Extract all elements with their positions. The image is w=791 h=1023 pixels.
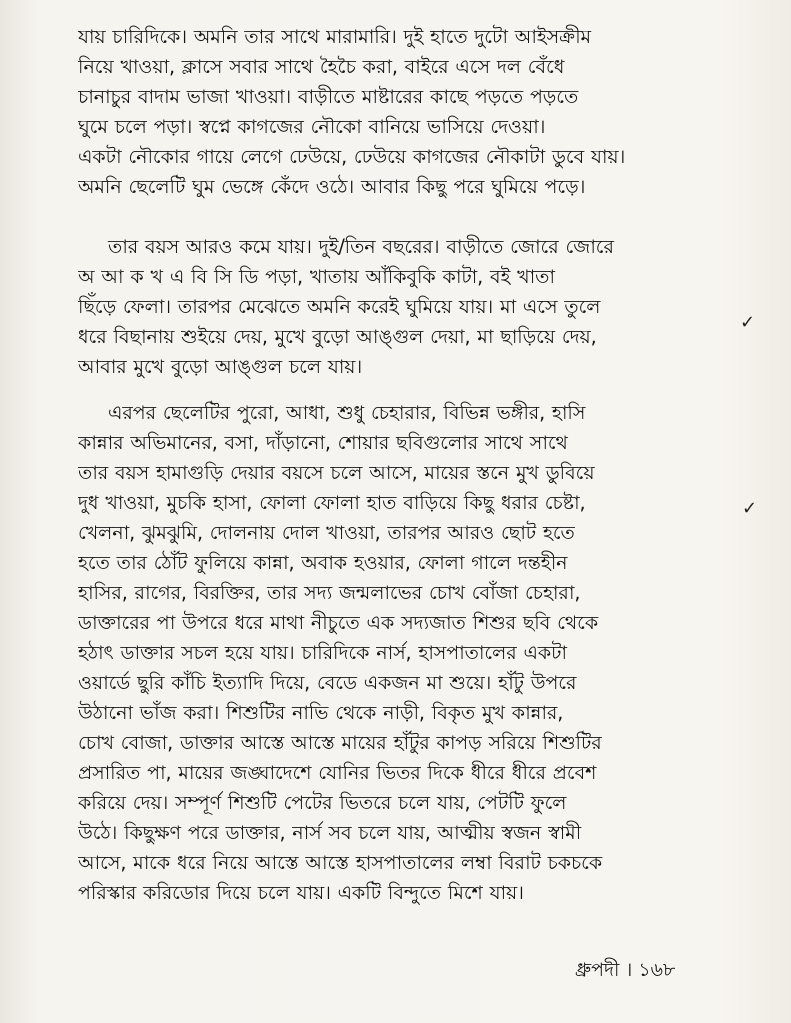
text-line: অমনি ছেলেটি ঘুম ভেঙ্গে কেঁদে ওঠে। আবার কিছু পরে ঘুমিয়ে পড়ে। [78, 175, 586, 198]
text-line: ডাক্তারের পা উপরে ধরে মাথা নীচুতে এক সদ্যজাত শিশুর ছবি থেকে [78, 611, 599, 634]
text-line: এরপর ছেলেটির পুরো, আধা, শুধু চেহারার, বিভিন্ন ভঙ্গীর, হাসি [108, 401, 586, 424]
margin-tick-mark: ✓ [740, 312, 756, 333]
text-line: হাসির, রাগের, বিরক্তির, তার সদ্য জন্মলাভের চোখ বোঁজা চেহারা, [78, 581, 581, 604]
text-line: হঠাৎ ডাক্তার সচল হয়ে যায়। চারিদিকে নার্স, হাসপাতালের একটা [78, 641, 567, 664]
text-line: উঠে। কিছুক্ষণ পরে ডাক্তার, নার্স সব চলে যায়, আত্মীয় স্বজন স্বামী [78, 821, 582, 844]
text-line: চোখ বোজা, ডাক্তার আস্তে আস্তে মায়ের হাঁটুর কাপড় সরিয়ে শিশুটির [78, 731, 602, 754]
text-line: নিয়ে খাওয়া, ক্লাসে সবার সাথে হৈচৈ করা, বাইরে এসে দল বেঁধে [78, 55, 565, 78]
text-line: ঘুমে চলে পড়া। স্বপ্নে কাগজের নৌকো বানিয়ে ভাসিয়ে দেওয়া। [78, 115, 546, 138]
page-footer: ধ্রুপদী । ১৬৮ [575, 959, 676, 981]
text-line: দুধ খাওয়া, মুচকি হাসা, ফোলা ফোলা হাত বাড়িয়ে কিছু ধরার চেষ্টা, [78, 491, 586, 514]
text-line: আবার মুখে বুড়ো আঙ্গুল চলে যায়। [78, 355, 363, 378]
text-line: ছিঁড়ে ফেলা। তারপর মেঝেতে অমনি করেই ঘুমিয়ে যায়। মা এসে তুলে [78, 295, 601, 318]
text-line: তার বয়স হামাগুড়ি দেয়ার বয়সে চলে আসে, মায়ের স্তনে মুখ ডুবিয়ে [78, 461, 595, 484]
text-line: করিয়ে দেয়। সম্পূর্ণ শিশুটি পেটের ভিতরে চলে যায়, পেটটি ফুলে [78, 791, 567, 814]
text-line: যায় চারিদিকে। অমনি তার সাথে মারামারি। দুই হাতে দুটো আইসক্রীম [78, 25, 591, 48]
text-line: ধরে বিছানায় শুইয়ে দেয়, মুখে বুড়ো আঙ্গুল দেয়া, মা ছাড়িয়ে দেয়, [78, 325, 597, 348]
text-line: ওয়ার্ডে ছুরি কাঁচি ইত্যাদি দিয়ে, বেডে একজন মা শুয়ে। হাঁটু উপরে [78, 671, 577, 694]
text-line: কান্নার অভিমানের, বসা, দাঁড়ানো, শোয়ার ছবিগুলোর সাথে সাথে [78, 431, 568, 454]
paragraph-2 [78, 232, 728, 382]
margin-tick-mark: ✓ [742, 498, 758, 519]
text-line: তার বয়স আরও কমে যায়। দুই/তিন বছরের। বাড়ীতে জোরে জোরে [108, 235, 614, 258]
text-line: প্রসারিত পা, মায়ের জঙ্ঘাদেশে যোনির ভিতর দিকে ধীরে ধীরে প্রবেশ [78, 761, 597, 784]
text-line: উঠানো ভাঁজ করা। শিশুটির নাভি থেকে নাড়ী, বিকৃত মুখ কান্নার, [78, 701, 564, 724]
text-line: চানাচুর বাদাম ভাজা খাওয়া। বাড়ীতে মাষ্টারের কাছে পড়তে পড়তে [78, 85, 579, 108]
text-line: হতে তার ঠোঁট ফুলিয়ে কান্না, অবাক হওয়ার, ফোলা গালে দন্তহীন [78, 551, 568, 574]
text-line: আসে, মাকে ধরে নিয়ে আস্তে আস্তে হাসপাতালের লম্বা বিরাট চকচকে [78, 851, 603, 874]
paragraph-3 [78, 398, 728, 908]
text-line: অ আ ক খ এ বি সি ডি পড়া, খাতায় আঁকিবুকি কাটা, বই খাতা [78, 265, 555, 288]
text-line: পরিস্কার করিডোর দিয়ে চলে যায়। একটি বিন্দুতে মিশে যায়। [78, 881, 524, 904]
paragraph-1 [78, 22, 728, 202]
text-line: খেলনা, ঝুমঝুমি, দোলনায় দোল খাওয়া, তারপর আরও ছোট হতে [78, 521, 575, 544]
text-line: একটা নৌকোর গায়ে লেগে ঢেউয়ে, ঢেউয়ে কাগজের নৌকাটা ডুবে যায়। [78, 145, 626, 168]
